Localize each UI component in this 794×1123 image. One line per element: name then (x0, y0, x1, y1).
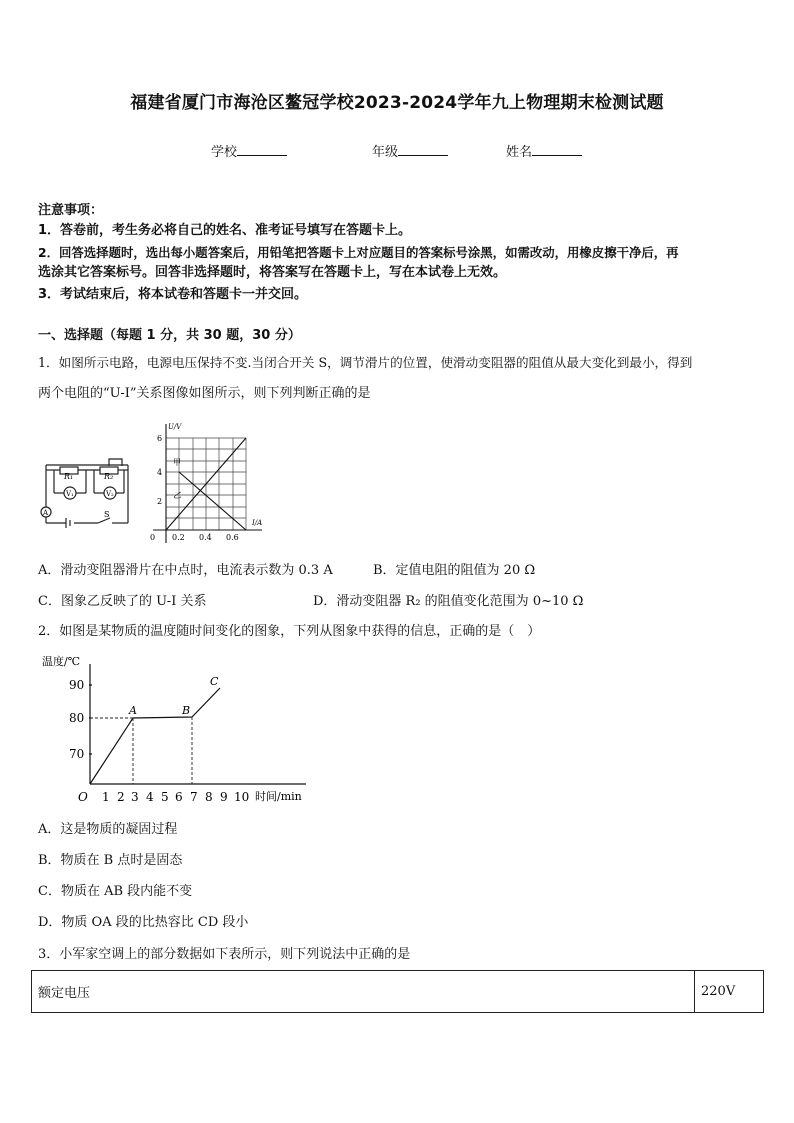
name-field (506, 141, 582, 160)
q2-xtick-10: 10 (234, 790, 250, 804)
q2-dashed-guides (90, 717, 192, 784)
q2-ytick-70: 70 (69, 747, 85, 761)
school-label: 学校 (211, 145, 238, 160)
q1-xtick-0-6: 0.6 (226, 533, 239, 542)
q1-text-line2: 两个电阻的“U-I”关系图像如图所示，则下列判断正确的是 (38, 386, 371, 401)
q1-ylabel: U/V (168, 423, 182, 431)
r2-label: R₂ (104, 472, 114, 481)
q2-xtick-5: 5 (161, 790, 169, 804)
q2-xtick-1: 1 (102, 790, 110, 804)
q2-xtick-9: 9 (220, 790, 228, 804)
q1-xtick-0-4: 0.4 (199, 533, 212, 542)
q2-ytick-90: 90 (69, 678, 85, 692)
q1-circuit-diagram (38, 455, 140, 533)
q1-option-a: A．滑动变阻器滑片在中点时，电流表示数为 0.3 A (38, 563, 333, 578)
notice-item-3: 3．考试结束后，将本试卷和答题卡一并交回。 (38, 287, 308, 302)
grade-label: 年级 (372, 145, 399, 160)
q2-xtick-4: 4 (146, 790, 154, 804)
q1-text-line1: 1．如图所示电路，电源电压保持不变.当闭合开关 S，调节滑片的位置，使滑动变阻器的阻值从最大变化到最小，得到 (38, 355, 693, 370)
q2-xtick-6: 6 (175, 790, 183, 804)
q1-option-d: D．滑动变阻器 R₂ 的阻值变化范围为 0~10 Ω (313, 594, 584, 609)
q3-spec-table (31, 970, 764, 1013)
q2-xtick-2: 2 (117, 790, 125, 804)
section-heading: 一、选择题（每题 1 分，共 30 题，30 分） (38, 328, 301, 343)
q1-option-b: B．定值电阻的阻值为 20 Ω (373, 563, 536, 578)
q2-xtick-7: 7 (190, 790, 198, 804)
notice-item-1: 1．答卷前，考生务必将自己的姓名、准考证号填写在答题卡上。 (38, 223, 412, 238)
q2-ylabel: 温度/℃ (42, 655, 81, 668)
q1-ytick-6: 6 (157, 434, 163, 443)
q2-point-c: C (210, 675, 219, 688)
school-field (211, 141, 287, 160)
q1-xtick-0: 0 (150, 533, 156, 542)
q1-ytick-2: 2 (157, 497, 163, 506)
q1-label-yi: 乙 (173, 491, 181, 500)
name-label: 姓名 (506, 145, 533, 160)
notice-heading: 注意事项： (38, 203, 104, 218)
q2-xlabel: 时间/min (255, 790, 302, 803)
notice-item-2-cont: 选涂其它答案标号。回答非选择题时，将答案写在答题卡上，写在本试卷上无效。 (38, 265, 507, 280)
grade-field (372, 141, 448, 160)
q2-option-b: B．物质在 B 点时是固态 (38, 853, 183, 868)
switch-label: S (104, 510, 110, 519)
q2-text: 2．如图是某物质的温度随时间变化的图象，下列从图象中获得的信息，正确的是（ ） (38, 624, 541, 639)
q2-point-a: A (129, 704, 137, 717)
q2-curve (90, 688, 220, 784)
v2-label: V₂ (106, 490, 114, 498)
q2-option-a: A．这是物质的凝固过程 (38, 822, 178, 837)
q2-xtick-8: 8 (205, 790, 213, 804)
q1-label-jia: 甲 (173, 458, 181, 467)
q2-origin: O (78, 790, 88, 804)
q2-option-c: C．物质在 AB 段内能不变 (38, 884, 193, 899)
page-title: 福建省厦门市海沧区鳌冠学校2023-2024学年九上物理期末检测试题 (130, 93, 664, 113)
spec-label-cell: 额定电压 (32, 971, 695, 1013)
q1-ytick-4: 4 (157, 468, 163, 477)
notice-item-2: 2．回答选择题时，选出每小题答案后，用铅笔把答题卡上对应题目的答案标号涂黑，如需改动，用橡皮擦干净后，再 (38, 245, 679, 260)
q1-xtick-0-2: 0.2 (172, 533, 185, 542)
q1-ui-graph (140, 418, 270, 546)
name-blank (532, 143, 582, 156)
q2-point-b: B (182, 704, 191, 717)
grade-blank (398, 143, 448, 156)
q2-temperature-graph (38, 650, 310, 808)
q3-text: 3．小军家空调上的部分数据如下表所示，则下列说法中正确的是 (38, 947, 411, 962)
q2-ytick-80: 80 (69, 711, 85, 725)
q1-line-falling (179, 472, 246, 530)
q1-xlabel: I/A (252, 519, 263, 527)
ammeter-label: A (43, 509, 49, 517)
q2-option-d: D．物质 OA 段的比热容比 CD 段小 (38, 915, 249, 930)
r1-label: R₁ (64, 472, 74, 481)
school-blank (237, 143, 287, 156)
q2-xtick-3: 3 (131, 790, 139, 804)
table-row (32, 971, 764, 1013)
q1-option-c: C．图象乙反映了的 U-I 关系 (38, 594, 207, 609)
v1-label: V₁ (66, 490, 74, 498)
spec-value-cell: 220V (695, 971, 764, 1013)
